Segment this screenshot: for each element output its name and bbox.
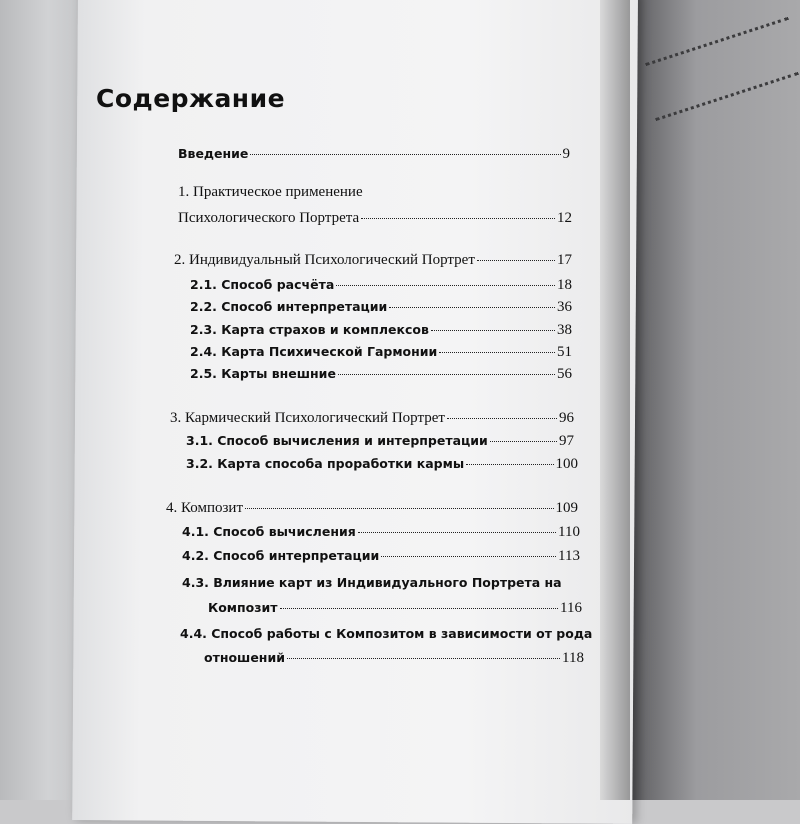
toc-entry	[170, 410, 574, 427]
toc-entry-label: Композит	[208, 600, 278, 615]
book-spine	[600, 0, 630, 800]
toc-entry	[178, 210, 572, 227]
toc-entry-page: 116	[560, 600, 582, 616]
leader-dots	[361, 218, 555, 219]
toc-entry	[186, 433, 574, 450]
leader-dots	[477, 260, 555, 261]
toc-entry-page: 110	[558, 524, 580, 540]
page-title: Содержание	[96, 84, 286, 113]
toc-entry-page: 18	[557, 277, 572, 293]
toc-entry	[190, 344, 572, 361]
toc-entry	[190, 277, 572, 294]
leader-dots	[466, 464, 553, 465]
toc-entry-label: 2.3. Карта страхов и комплексов	[190, 322, 429, 337]
toc-entry-label: отношений	[204, 650, 285, 665]
toc-entry-label: 3.2. Карта способа проработки кармы	[186, 456, 465, 471]
leader-dots	[431, 330, 555, 331]
toc-entry-page: 38	[557, 322, 572, 338]
toc-entry-page: 96	[559, 410, 574, 426]
toc-entry	[204, 650, 584, 667]
toc-entry-label-line1: 4.4. Способ работы с Композитом в зависимости от рода	[180, 626, 593, 641]
facing-page-dots	[655, 72, 799, 121]
leader-dots	[245, 508, 554, 509]
toc-entry-label: 3.1. Способ вычисления и интерпретации	[186, 433, 488, 448]
toc-entry-page: 97	[559, 433, 574, 449]
toc-entry-page: 12	[557, 210, 572, 226]
toc-entry-label: 2.1. Способ расчёта	[190, 277, 335, 292]
toc-entry	[208, 600, 582, 617]
toc-entry	[190, 322, 572, 339]
leader-dots	[439, 352, 555, 353]
leader-dots	[287, 658, 560, 659]
toc-entry	[174, 252, 572, 269]
toc-entry-label: 2.2. Способ интерпретации	[190, 299, 388, 314]
toc-entry-label: 2.5. Карты внешние	[190, 366, 336, 381]
toc-entry-page: 36	[557, 299, 572, 315]
toc-entry-page: 17	[557, 252, 572, 268]
toc-entry-label-line1: 1. Практическое применение	[178, 184, 363, 200]
toc-entry-label: 4.2. Способ интерпретации	[182, 548, 380, 563]
leader-dots	[447, 418, 557, 419]
toc-entry	[166, 500, 578, 517]
toc-entry-page: 9	[562, 146, 570, 162]
toc-entry-label: 2.4. Карта Психической Гармонии	[190, 344, 438, 359]
toc-entry	[186, 456, 578, 473]
toc-entry-label: 2. Индивидуальный Психологический Портрет	[174, 252, 475, 268]
toc-entry-label: 4.1. Способ вычисления	[182, 524, 356, 539]
facing-page	[612, 0, 800, 800]
toc-entry	[190, 299, 572, 316]
toc-entry	[182, 548, 580, 565]
leader-dots	[389, 307, 555, 308]
toc-entry-label: Психологического Портрета	[178, 210, 360, 226]
leader-dots	[358, 532, 556, 533]
leader-dots	[490, 441, 557, 442]
toc-entry-page: 51	[557, 344, 572, 360]
leader-dots	[338, 374, 555, 375]
leader-dots	[336, 285, 555, 286]
toc-entry	[182, 524, 580, 541]
toc-entry-page: 113	[558, 548, 580, 564]
toc-entry	[190, 366, 572, 383]
toc-entry-label: Введение	[178, 146, 249, 161]
toc-entry-page: 109	[555, 500, 578, 516]
facing-page-dots	[645, 17, 789, 66]
toc-entry-label: 3. Кармический Психологический Портрет	[170, 410, 445, 426]
toc-entry-page: 56	[557, 366, 572, 382]
book-left-edge	[0, 0, 80, 800]
leader-dots	[250, 154, 560, 155]
toc-entry	[178, 146, 570, 163]
toc-entry-label: 4. Композит	[166, 500, 243, 516]
leader-dots	[381, 556, 556, 557]
toc-entry-label-line1: 4.3. Влияние карт из Индивидуального Портрета на	[182, 575, 562, 590]
toc-entry-page: 100	[555, 456, 578, 472]
toc-entry-page: 118	[562, 650, 584, 666]
leader-dots	[280, 608, 559, 609]
